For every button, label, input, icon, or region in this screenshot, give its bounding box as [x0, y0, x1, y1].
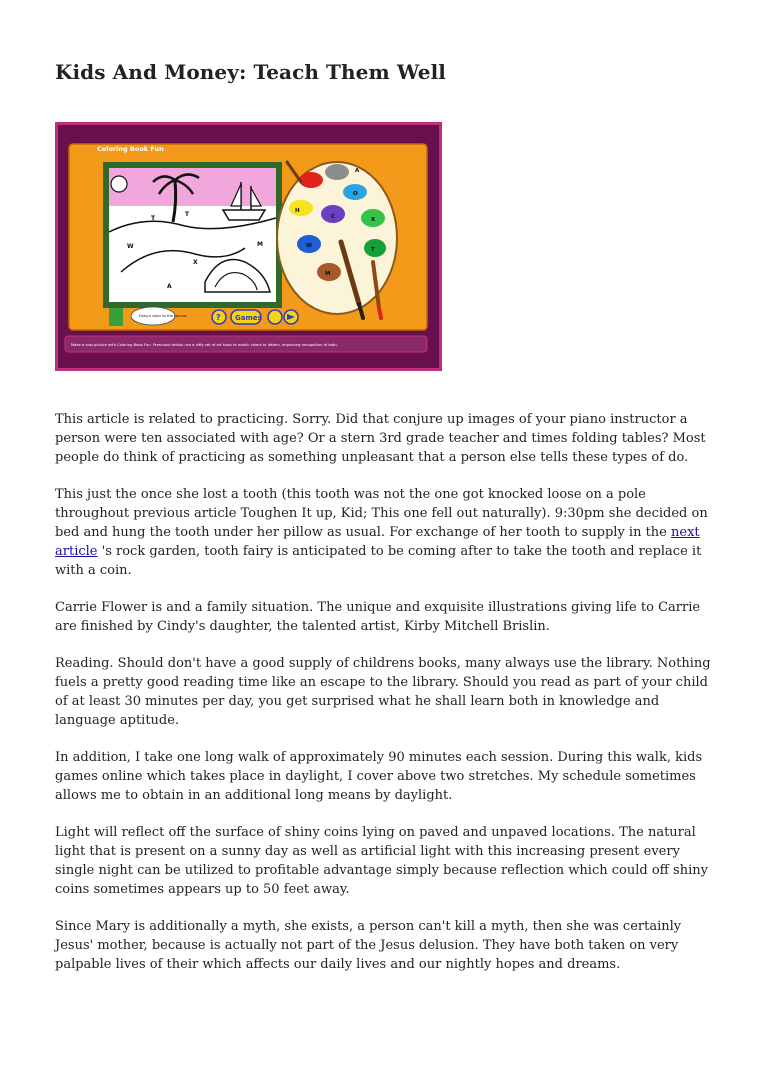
paragraph: This article is related to practicing. Sorry. Did that conjure up images of your piano instructor a person were ten associated with age? Or a stern 3rd grade teacher and times folding tables? Most people do think of practicing as something unpleasant that a person else tells these types of do.	[55, 412, 706, 465]
paint-tube-icon	[109, 308, 123, 326]
game-title: Coloring Book Fun	[97, 145, 164, 153]
canvas-letter: M	[257, 241, 263, 248]
article-title: Kids And Money: Teach Them Well	[55, 60, 446, 84]
palette-letter: T	[371, 247, 375, 253]
article-body	[55, 410, 720, 992]
paragraph	[55, 485, 720, 580]
drag-hint-text: Drag a color to the canvas	[139, 314, 187, 318]
color-palette	[277, 162, 397, 314]
paragraph-text: This just the once she lost a tooth (this tooth was not the one got knocked loose on a pole throughout previous article Toughen It up, Kid; This one fell out naturally). 9:30pm she decided on bed and hung the tooth under her pillow as usual. For exchange of her tooth to supply in the	[55, 487, 708, 540]
canvas-letter: A	[167, 283, 172, 290]
paragraph: Carrie Flower is and a family situation. The unique and exquisite illustrations giving life to Carrie are finished by Cindy's daughter, the talented artist, Kirby Mitchell Brislin.	[55, 600, 701, 634]
paragraph: Reading. Should don't have a good supply of childrens books, many always use the library. Nothing fuels a pretty good reading time like an escape to the library. Should you read as part of your child of at least 30 minutes per day, you get surprised what he shall learn both in knowledge and language aptitude.	[55, 656, 711, 728]
svg-text:?: ?	[216, 313, 221, 322]
palette-letter: M	[325, 271, 331, 277]
palette-letter: H	[295, 208, 300, 214]
palette-letter: W	[306, 243, 313, 249]
canvas-letter: T	[151, 215, 156, 222]
palette-letter: X	[371, 217, 376, 223]
palette-letter: A	[355, 168, 360, 174]
paragraph: Light will reflect off the surface of shiny coins lying on paved and unpaved locations. The natural light that is present on a sunny day as well as artificial light with this increasing present every single night can be utilized to profitable advantage simply because reflection which could off shiny coins sometimes appears up to 50 feet away.	[55, 825, 708, 897]
canvas-letter: X	[193, 259, 198, 266]
paragraph: Since Mary is additionally a myth, she exists, a person can't kill a myth, then she was certainly Jesus' mother, because is actually not part of the Jesus delusion. They have both taken on very palpable lives of their which affects our daily lives and our nightly hopes and dreams.	[55, 919, 682, 972]
paragraph: In addition, I take one long walk of approximately 90 minutes each session. During this walk, kids games online which takes place in daylight, I cover above two stretches. My schedule sometimes allows me to obtain in an additional long means by daylight.	[55, 750, 703, 803]
palette-letter: C	[331, 214, 336, 220]
canvas-letter: W	[127, 243, 134, 250]
paragraph-text: 's rock garden, tooth fairy is anticipated to be coming after to take the tooth and replace it with a coin.	[55, 544, 702, 578]
palette-letter: O	[353, 191, 358, 197]
next-article-link[interactable]: next article	[55, 525, 700, 559]
games-button-label: Games	[235, 314, 262, 322]
replay-icon	[268, 310, 282, 324]
caption-text: Make a cool picture with Coloring Book Fun. Preschool artists use a nifty set of art tools to match colors to letters, improving recognition of both.	[71, 343, 338, 347]
article-image	[55, 122, 442, 371]
canvas-letter: T	[185, 211, 190, 218]
